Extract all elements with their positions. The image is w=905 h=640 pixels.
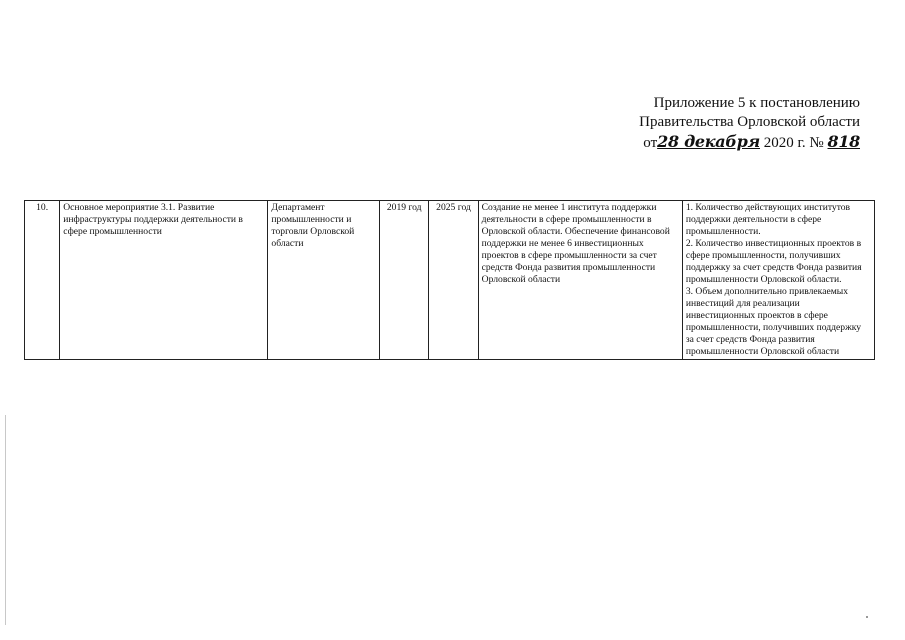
indicator-1: 1. Количество действующих институтов поддержки деятельности в сфере промышленности. xyxy=(685,202,851,237)
responsible-department: Департамент промышленности и торговли Орловской области xyxy=(268,201,380,360)
end-year: 2025 год xyxy=(429,201,478,360)
indicator-2: 2. Количество инвестиционных проектов в сфере промышленности, получивших поддержку за счет средств Фонда развития промышленности Орловской области. xyxy=(685,238,862,285)
scan-artifact xyxy=(866,616,868,618)
indicator-3: 3. Объем дополнительно привлекаемых инвестиций для реализации инвестиционных проектов в сфере промышленности, получивших поддержку за счет средств Фонда развития промышленности Орловской области xyxy=(685,286,862,357)
header-date-line xyxy=(639,132,860,153)
expected-result: Создание не менее 1 института поддержки деятельности в сфере промышленности в Орловской области. Обеспечение финансовой поддержки не менее 6 инвестиционных проектов в сфере промышленности за счет средств Фонда развития промышленности Орловской области xyxy=(478,201,682,360)
indicators-cell xyxy=(682,201,874,360)
header-line-1: Приложение 5 к постановлению xyxy=(653,95,860,111)
document-header xyxy=(639,94,860,153)
handwritten-number: 818 xyxy=(827,132,860,151)
header-prefix: от xyxy=(643,135,658,151)
table-row xyxy=(25,201,875,360)
measures-table xyxy=(24,200,875,360)
scan-edge-line xyxy=(5,415,6,625)
measure-name: Основное мероприятие 3.1. Развитие инфраструктуры поддержки деятельности в сфере промышленности xyxy=(60,201,268,360)
start-year: 2019 год xyxy=(380,201,429,360)
header-line-2: Правительства Орловской области xyxy=(639,114,860,130)
handwritten-date: 28 декабря xyxy=(657,132,760,151)
header-suffix: 2020 г. № xyxy=(763,135,824,151)
row-number: 10. xyxy=(25,201,60,360)
